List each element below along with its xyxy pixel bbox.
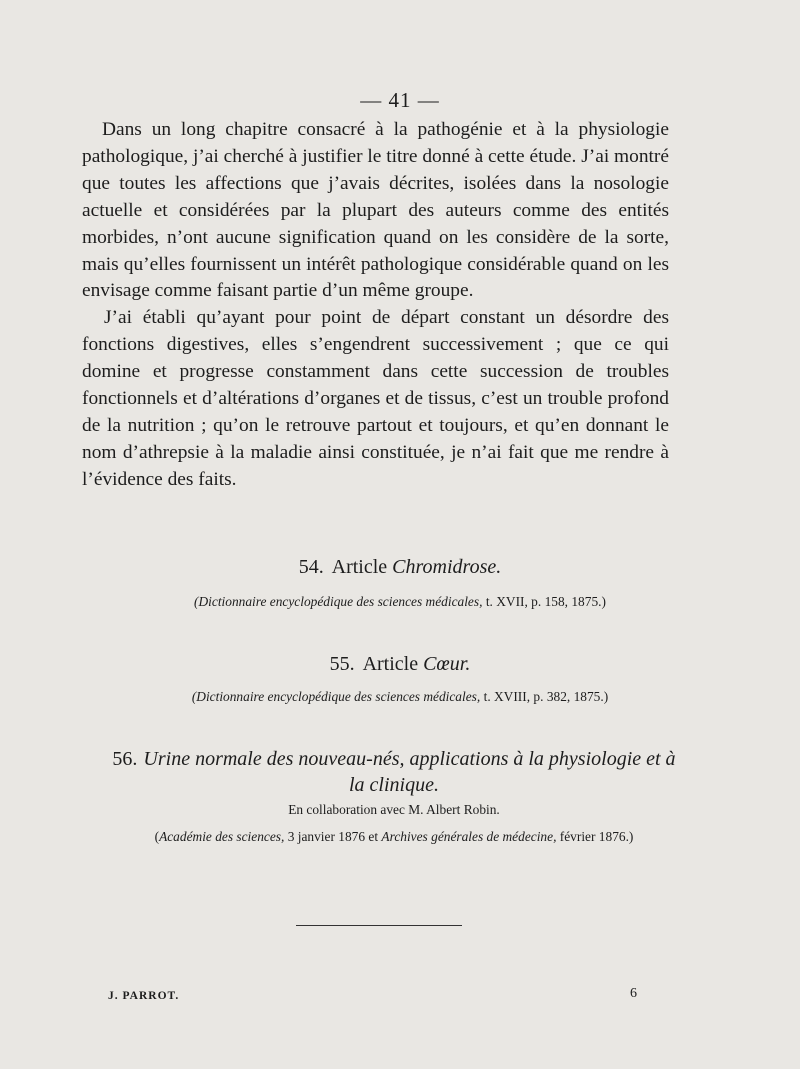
entry-number: 56.: [112, 748, 138, 770]
entry-title: [104, 746, 684, 798]
entry-title-italic: Chromidrose.: [392, 556, 502, 578]
entry-reference: [104, 828, 684, 846]
bibliography-entry-56: [104, 746, 684, 846]
entry-reference: [0, 688, 800, 706]
reference-end: février 1876.): [556, 829, 634, 844]
entry-title-prefix: Article: [362, 653, 419, 675]
entry-title: [0, 652, 800, 676]
entry-number: 55.: [329, 653, 355, 675]
footer-signature: J. PARROT.: [108, 990, 180, 1002]
reference-source-academie: Académie des sciences,: [159, 829, 285, 844]
page-number: — 41 —: [360, 88, 440, 112]
bibliography-entry-55: [0, 652, 800, 706]
entry-title-prefix: Article: [331, 556, 388, 578]
reference-source-archives: Archives générales de médecine,: [381, 829, 557, 844]
entry-title: [0, 555, 800, 579]
reference-date: 3 janvier 1876 et: [284, 829, 382, 844]
entry-collaboration: En collaboration avec M. Albert Robin.: [288, 802, 500, 817]
reference-detail: t. XVII, p. 158, 1875.): [485, 594, 606, 609]
entry-title-italic: Cœur.: [423, 653, 471, 675]
entry-title-italic: Urine normale des nouveau-nés, applications à la physiologie et à la clinique.: [143, 748, 676, 796]
paragraph-athrepsie: J’ai établi qu’ayant pour point de départ constant un désordre des fonctions digestives, elles s’engendrent successivement ; que ce qui domine et progresse constamment dans cette succession de troubles fonctionnels et d’altérations d’organes et de tissus, c’est un trouble profond de la nutrition ; qu’on le retrouve partout et toujours, et qu’en donnant le nom d’athrepsie à la maladie ainsi constituée, je n’ai fait que me rendre à l’évidence des faits.: [82, 307, 669, 490]
reference-source: (Dictionnaire encyclopédique des sciences médicales,: [191, 689, 481, 704]
entry-number: 54.: [298, 556, 324, 578]
footer-sheet-number: 6: [630, 986, 637, 1001]
reference-detail: t. XVIII, p. 382, 1875.): [483, 689, 609, 704]
paragraph-pathogenie: Dans un long chapitre consacré à la pathogénie et à la physiologie pathologique, j’ai cherché à justifier le titre donné à cette étude. J’ai montré que toutes les affections que j’avais décrites, isolées dans la nosologie actuelle et considérées par la plupart des auteurs comme des entités morbides, n’ont aucune signification quand on les considère de la sorte, mais qu’elles fournissent un intérêt pathologique considérable quand on les envisage comme faisant partie d’un même groupe.: [82, 119, 669, 302]
reference-source: (Dictionnaire encyclopédique des sciences médicales,: [194, 594, 483, 609]
bibliography-entry-54: [0, 555, 800, 611]
closing-rule: [296, 925, 462, 926]
entry-reference: [0, 593, 800, 611]
body-text: [82, 117, 669, 494]
reference-open: (: [154, 829, 160, 844]
